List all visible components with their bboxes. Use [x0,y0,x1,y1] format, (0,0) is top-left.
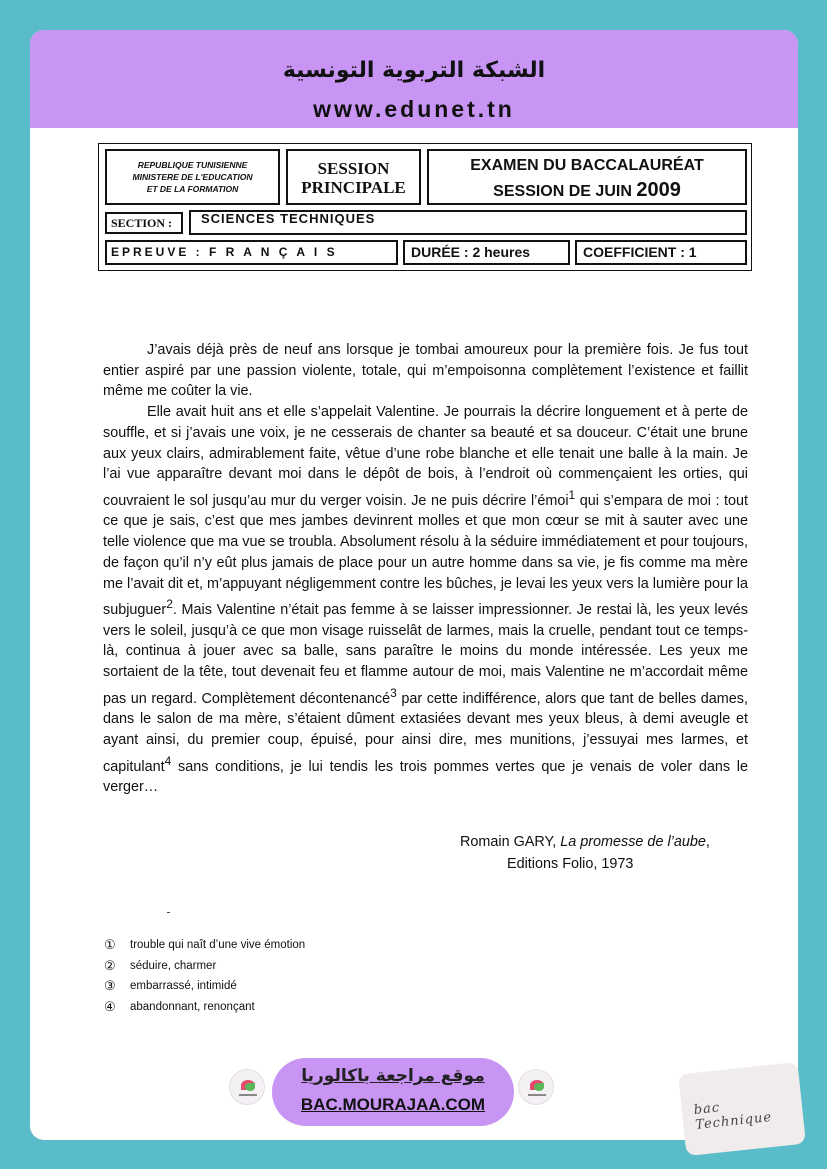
paragraph-1: J’avais déjà près de neuf ans lorsque je tombai amoureux pour la première fois. Je fus tout entier aspiré par une passion violente, totale, qui m’empoisonna complètement l’existence et faillit même me coûter la vie. [103,342,748,400]
footnote-text: séduire, charmer [130,959,217,972]
formation-line: ET DE LA FORMATION [146,184,239,194]
footnote-number: ① [104,937,116,953]
session-date [429,178,745,204]
exam-header [98,143,752,271]
session-label: SESSION [317,159,390,178]
republique-box [105,149,280,205]
badge-arabic-link[interactable]: موقع مراجعة باكالوريا [301,1066,485,1086]
section-label: SECTION : [105,212,183,234]
footnote-text: trouble qui naît d’une vive émotion [130,939,306,952]
footnotes [104,935,305,1017]
session-year: 2009 [636,179,681,201]
examen-title: EXAMEN DU BACCALAURÉAT [470,157,704,174]
footnote-number: ④ [104,998,116,1014]
footnote-ref-3: 3 [390,685,397,700]
footnote-ref-1: 1 [568,487,576,502]
paragraph-2 [103,402,748,798]
mourajaa-logo-icon [229,1069,265,1105]
citation-title: La promesse de l’aube [560,834,706,850]
epreuve-box: EPREUVE : F R A N Ç A I S [105,240,398,265]
examen-box [427,149,747,205]
footnote-item [104,997,305,1018]
edunet-banner [30,30,798,128]
mourajaa-badge[interactable] [272,1058,514,1126]
paragraph-2-part-d: par cette indifférence, alors que tant de belles dames, dans le salon de ma mère, s’étaient dûment extasiées devant mes yeux bleus, à demi aveugle et ayant ainsi, du premier coup, épuisé, pour ainsi dire, mes munitions, j’essuyai mes larmes, et capitulant [103,690,748,775]
footnote-item [104,976,305,997]
principale-label: PRINCIPALE [301,178,406,197]
citation [460,831,710,875]
banner-arabic-title: الشبكة التربوية التونسية [282,58,546,83]
badge-site-link[interactable]: BAC.MOURAJAA.COM [300,1095,486,1114]
footnote-item [104,956,305,977]
bac-technique-logo [678,1062,806,1156]
banner-url[interactable]: www.edunet.tn [313,96,515,122]
paragraph-2-part-c: . Mais Valentine n’était pas femme à se laisser impressionner. Je restai là, les yeux levés vers le soleil, jusqu’à ce que mon visage ruisselât de larmes, mais la cruelle, pendant tout ce temps-là, continua à jouer avec sa balle, sans paraître le moins du monde intéressée. Les yeux me sortaient de la tête, tout devenait feu et flamme autour de moi, mais Valentine ne m’accordait même pas un regard. Complètement décontenancé [103,602,748,707]
footnote-text: embarrassé, intimidé [130,980,237,993]
footnote-separator [167,912,170,913]
citation-line-1 [460,831,710,853]
paragraph-2-part-b: qui s’empara de moi : tout ce que je sais, c’est que mes jambes devinrent molles et que mon cœur se mit à sauter avec une telle violence que ma vue se troubla. Absolument résolu à la séduire immédiatement et pour toujours, de façon qu’il n’y eût plus jamais de place pour un autre homme dans sa vie, je fis comme ma mère me l’avait dit et, m’appuyant négligemment contre les bûches, je levai les yeux vers la lumière pour la subjuguer [103,492,748,619]
mourajaa-logo-icon [518,1069,554,1105]
citation-comma: , [705,834,710,850]
session-principale-box [286,149,421,205]
republique-line: REPUBLIQUE TUNISIENNE [137,160,248,170]
footnote-item [104,935,305,956]
footnote-number: ③ [104,978,116,994]
paragraph-2-part-e: sans conditions, je lui tendis les trois pommes vertes que je venais de voler dans le verger… [103,758,748,796]
exam-text [103,340,748,798]
paragraph-2-part-a: Elle avait huit ans et elle s’appelait Valentine. Je pourrais la décrire longuement et à perte de souffle, et si j’avais une voix, je ne cesserais de chanter sa beauté et sa douceur. C’était une brune aux yeux clairs, admirablement faite, vêtue d’une robe blanche et elle tenait une balle à la main. Je l’ai vue apparaître devant moi dans le dépôt de bois, à l’endroit où commençaient les orties, qui couvraient le sol jusqu’au mur du verger voisin. Je ne puis décrire l’émoi [103,404,748,509]
session-month: SESSION DE JUIN [493,183,632,200]
footnote-text: abandonnant, renonçant [130,1000,255,1013]
coefficient-box: COEFFICIENT : 1 [575,240,747,265]
footnote-number: ② [104,957,116,973]
page-frame [30,30,798,1140]
ministere-line: MINISTERE DE L'EDUCATION [132,172,253,182]
citation-author: Romain GARY, [460,834,561,850]
footnote-ref-2: 2 [166,597,173,612]
section-value: SCIENCES TECHNIQUES [189,210,747,235]
duree-box: DURÉE : 2 heures [403,240,570,265]
bac-technique-text: bac Technique [693,1100,773,1133]
footnote-ref-4: 4 [164,753,172,768]
citation-edition: Editions Folio, 1973 [507,856,634,872]
